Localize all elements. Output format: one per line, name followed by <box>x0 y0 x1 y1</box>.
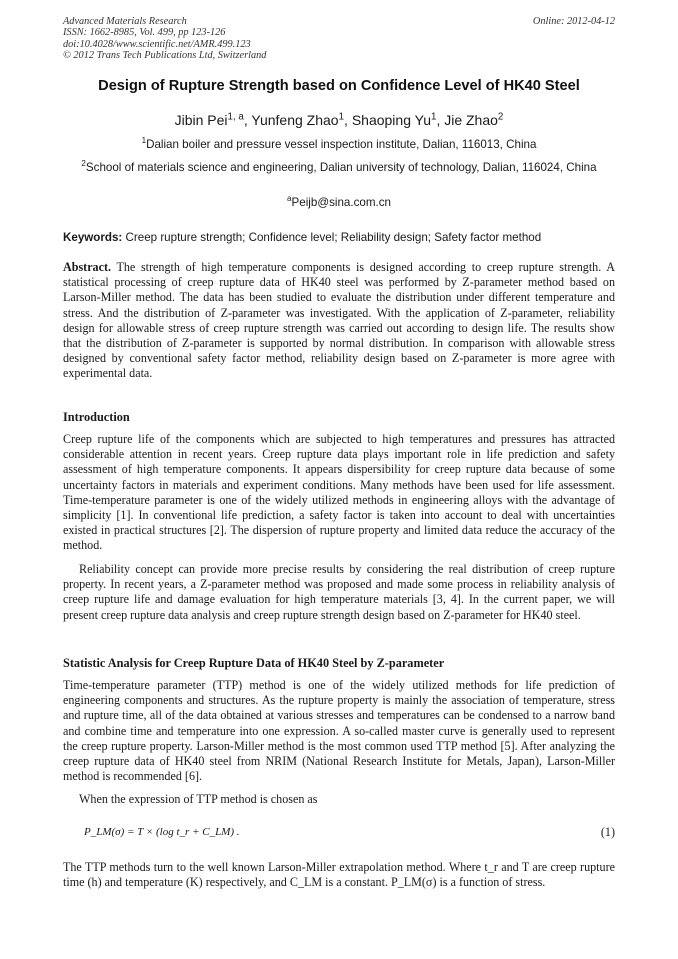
journal-name: Advanced Materials Research <box>63 16 187 27</box>
abstract-paragraph <box>63 260 615 382</box>
affiliation-2 <box>60 160 618 175</box>
abstract-label: Abstract. <box>63 260 112 274</box>
author-affil-mark: 1 <box>430 111 437 123</box>
author-list: Jibin Pei$^{1, a}$, Yunfeng Zhao$^1$, Shaoping Yu$^1$, Jie Zhao$^2$ <box>174 111 504 128</box>
author-affil-mark: 1 <box>338 111 345 123</box>
equation-1 <box>84 826 615 838</box>
affil-mark: 1 <box>141 136 147 146</box>
affiliation-text: Dalian boiler and pressure vessel inspection institute, Dalian, 116013, China <box>146 138 537 151</box>
intro-paragraph-1: Creep rupture life of the components which are subjected to high temperatures and pressures has attracted considerable attention in recent years. Creep rupture data plays important role in life prediction and safety assessment of high temperature components. It appears dispersibility for creep rupture data because of some uncertainty factors in materials and experiment conditions. Many methods have been used for life assessment. Time-temperature parameter is one of the widely utilized methods in engineering alloys with the advantage of simplicity [1]. In conventional life prediction, a safety factor is taken into account to deal with uncertainties existed in practical structures [2]. The dispersion of rupture property and limited data reduce the accuracy of the method. <box>63 432 615 553</box>
abstract-text: The strength of high temperature components is designed according to creep rupture strength. A statistical processing of creep rupture data of HK40 steel was performed by Z-parameter method based on Larson-Miller method. The data has been studied to evaluate the distribution under different temperature and stress. And the distribution of Z-parameter was investigated. With the application of Z-parameter, reliability design for allowable stress of creep rupture strength was carried out according to design life. The results show that the distribution of Z-parameter is supported by normal distribution. In comparison with allowable stress designed by conventional safety factor method, reliability design based on Z-parameter is more agree with experimental data. <box>63 260 615 381</box>
equation-text: P_LM(σ) = T × (log t_r + C_LM) . <box>84 826 240 838</box>
equation-number: (1) <box>600 825 615 839</box>
affiliation-text: School of materials science and engineering, Dalian university of technology, Dalian, 116024, China <box>85 161 597 174</box>
keywords-label: Keywords: <box>63 231 123 244</box>
copyright-line: © 2012 Trans Tech Publications Ltd, Switzerland <box>63 49 267 61</box>
author-email: Peijb@sina.com.cn <box>291 196 391 209</box>
affiliation-1 <box>60 137 618 152</box>
author-affil-mark: 1, a <box>227 111 244 123</box>
section-paragraph-2: When the expression of TTP method is chosen as <box>79 792 318 806</box>
author-name: Jie Zhao <box>444 112 498 128</box>
email-line <box>60 195 618 210</box>
introduction-heading: Introduction <box>63 410 130 424</box>
issn-line: ISSN: 1662-8985, Vol. 499, pp 123-126 <box>63 27 226 39</box>
author-name: Yunfeng Zhao <box>251 112 339 128</box>
paper-title: Design of Rupture Strength based on Confidence Level of HK40 Steel <box>98 78 580 94</box>
author-name: Jibin Pei <box>174 112 228 128</box>
email-mark: a <box>287 194 292 204</box>
author-affil-mark: 2 <box>497 111 504 123</box>
doi-line: doi:10.4028/www.scientific.net/AMR.499.123 <box>63 38 251 50</box>
keywords-text: Creep rupture strength; Confidence level; Reliability design; Safety factor method <box>125 231 542 244</box>
affil-mark: 2 <box>81 159 86 169</box>
keywords-line <box>63 231 615 244</box>
intro-paragraph-2: Reliability concept can provide more precise results by considering the real distribution of creep rupture property. In recent years, a Z-parameter method was proposed and made some process in reliability analysis of creep rupture life and damage evaluation for high temperature materials [3, 4]. In the current paper, we will present creep rupture data analysis and creep rupture strength design based on Z-parameter for HK40 steel. <box>63 562 615 622</box>
section-paragraph-1: Time-temperature parameter (TTP) method is one of the widely utilized methods for life prediction of engineering components and structures. As the rupture property is mainly the association of temperature, stress and rupture time, all of the data obtained at various stresses and temperatures can be condensed to a narrow band and combine time and temperature into one expression. A so-called master curve is generally used to represent the creep rupture property. Larson-Miller method is the most common used TTP method [5]. After analyzing the creep rupture data of HK40 steel from NRIM (National Research Institute for Metals, Japan), Larson-Miller method is recommended [6]. <box>63 678 615 784</box>
author-name: Shaoping Yu <box>351 112 431 128</box>
online-date: Online: 2012-04-12 <box>532 16 615 27</box>
section-paragraph-3: The TTP methods turn to the well known Larson-Miller extrapolation method. Where t_r and T are creep rupture time (h) and temperature (K) respectively, and C_LM is a constant. P_LM(σ) is a function of stress. <box>63 860 615 890</box>
running-header <box>63 16 615 61</box>
section-heading: Statistic Analysis for Creep Rupture Data of HK40 Steel by Z-parameter <box>63 656 445 670</box>
